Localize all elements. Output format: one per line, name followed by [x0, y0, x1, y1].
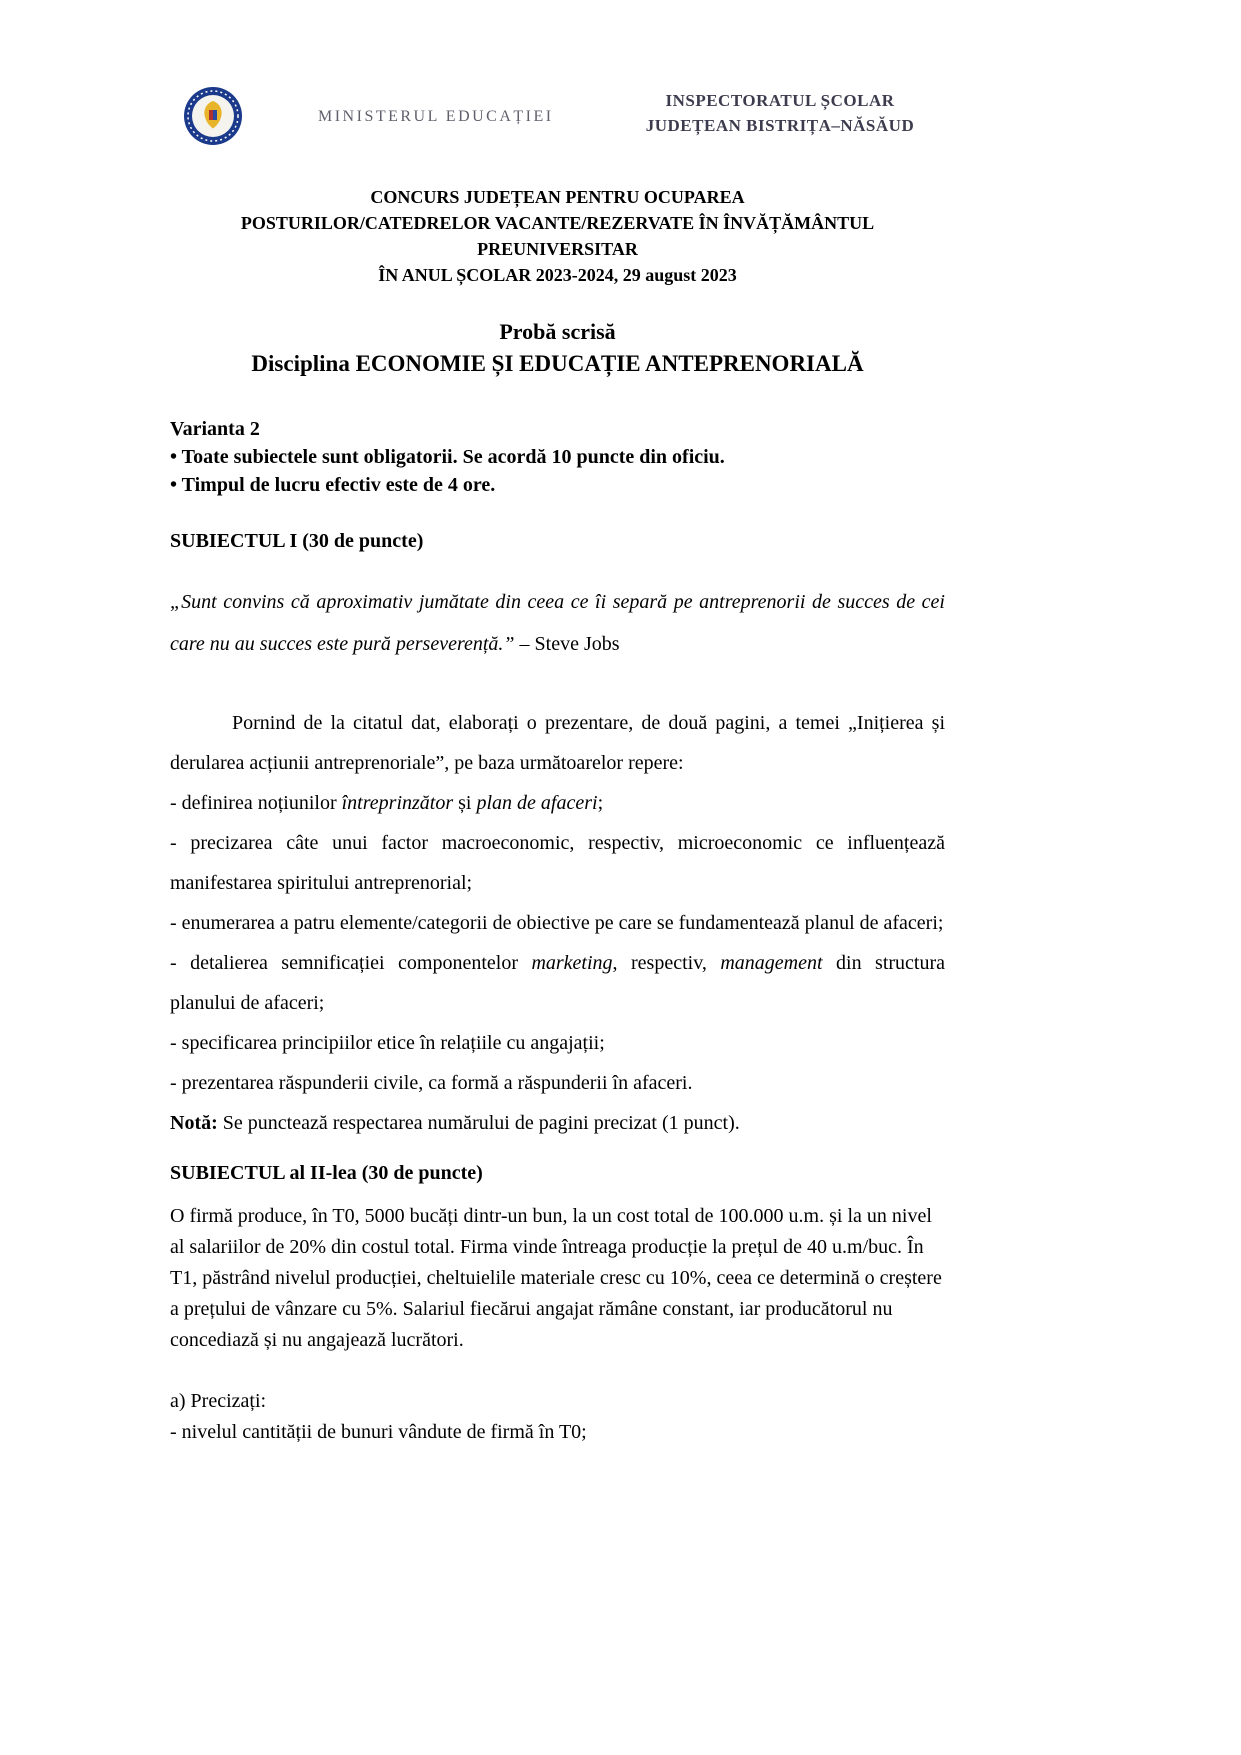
nota-label: Notă: — [170, 1112, 218, 1134]
contest-title-line3: PREUNIVERSITAR — [477, 239, 638, 259]
reper-item-6: - prezentarea răspunderii civile, ca formă a răspunderii în afaceri. — [170, 1072, 693, 1094]
reper-item-4: - detalierea semnificației componentelor marketing, respectiv, management din structura planului de afaceri; — [170, 952, 945, 1014]
subject2-item-a: a) Precizați: — [170, 1390, 267, 1412]
subject2-problem-statement: O firmă produce, în T0, 5000 bucăți dintr-un bun, la un cost total de 100.000 u.m. și la un nivel al salariilor de 20% din costul total. Firma vinde întreaga producție la prețul de 40 u.m/buc. În T1, păstrând nivelul producției, cheltuielile materiale cresc cu 10%, ceea ce determină o creștere a prețului de vânzare cu 5%. Salariul fiecărui angajat rămâne constant, iar producătorul nu concediază și nu angajează lucrători. — [170, 1205, 942, 1351]
subject2-item-a1: - nivelul cantității de bunuri vândute de firmă în T0; — [170, 1421, 587, 1443]
subject1-intro: Pornind de la citatul dat, elaborați o prezentare, de două pagini, a temei „Inițierea și derularea acțiunii antreprenoriale”, pe baza următoarelor repere: — [170, 712, 945, 774]
nota-line — [170, 1103, 945, 1143]
term-plan-de-afaceri: plan de afaceri — [476, 792, 598, 814]
contest-title-line2: POSTURILOR/CATEDRELOR VACANTE/REZERVATE ÎN ÎNVĂȚĂMÂNTUL — [240, 213, 875, 233]
reper-item-5: - specificarea principiilor etice în relațiile cu angajații; — [170, 1032, 605, 1054]
document-header — [0, 0, 1241, 162]
variant-label: Varianta 2 — [170, 418, 260, 440]
rule-working-time: • Timpul de lucru efectiv este de 4 ore. — [170, 474, 496, 496]
romania-government-emblem-icon — [183, 86, 243, 146]
quote-text: „Sunt convins că aproximativ jumătate din ceea ce îi separă pe antreprenorii de succes de cei care nu au succes este pură perseverență.” — [170, 591, 945, 655]
term-management: management — [720, 952, 823, 974]
subject2-heading: SUBIECTUL al II-lea (30 de puncte) — [170, 1162, 483, 1184]
reper-item-1: - definirea noțiunilor întreprinzător și plan de afaceri; — [170, 792, 604, 814]
ministry-name: MINISTERUL EDUCAȚIEI — [318, 108, 554, 125]
rule-all-subjects: • Toate subiectele sunt obligatorii. Se acordă 10 puncte din oficiu. — [170, 446, 725, 468]
inspectorate-name — [590, 88, 970, 138]
document-body — [0, 184, 1241, 1448]
subject1-heading: SUBIECTUL I (30 de puncte) — [170, 530, 424, 552]
subject1-requirements-list — [170, 783, 945, 1143]
inspectorate-line1: INSPECTORATUL ȘCOLAR — [665, 91, 895, 110]
contest-title — [170, 184, 945, 288]
contest-title-line4: ÎN ANUL ȘCOLAR 2023-2024, 29 august 2023 — [378, 265, 737, 285]
quote-author: – Steve Jobs — [514, 633, 620, 655]
exam-type-title: Probă scrisă — [499, 319, 616, 344]
reper-item-2: - precizarea câte unui factor macroeconomic, respectiv, microeconomic ce influențează manifestarea spiritului antreprenorial; — [170, 832, 945, 894]
term-marketing: marketing — [531, 952, 613, 974]
quote-paragraph — [170, 581, 945, 665]
nota-text: Se punctează respectarea numărului de pagini precizat (1 punct). — [217, 1112, 740, 1134]
discipline-title: Disciplina ECONOMIE ȘI EDUCAȚIE ANTEPRENORIALĂ — [251, 351, 864, 376]
reper-item-3: - enumerarea a patru elemente/categorii de obiective pe care se fundamentează planul de afaceri; — [170, 912, 944, 934]
term-intreprinzator: întreprinzător — [341, 792, 454, 814]
contest-title-line1: CONCURS JUDEȚEAN PENTRU OCUPAREA — [370, 187, 745, 207]
general-instructions — [170, 415, 945, 499]
inspectorate-line2: JUDEȚEAN BISTRIȚA–NĂSĂUD — [645, 116, 915, 135]
